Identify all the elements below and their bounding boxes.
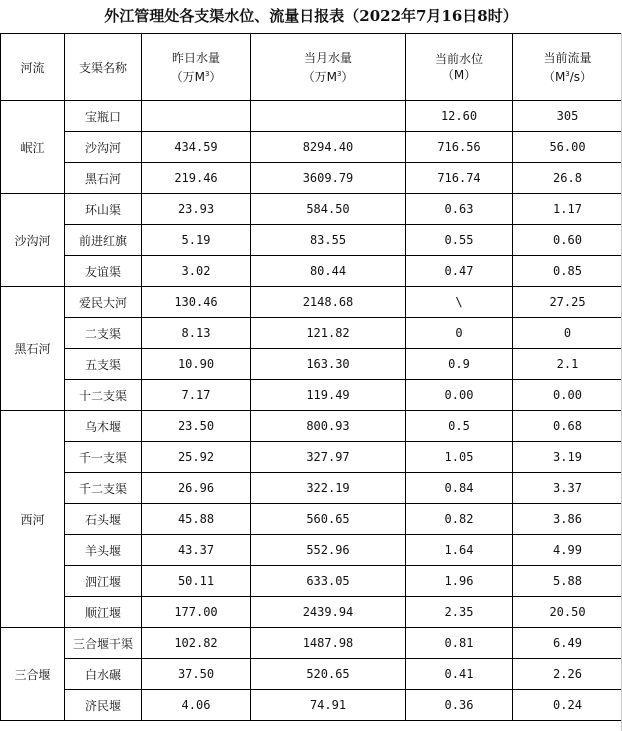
river-name-cell: 黑石河 <box>1 287 65 411</box>
river-name-cell: 西河 <box>1 411 65 628</box>
level-cell: 0.41 <box>406 659 513 690</box>
flow-cell: 0.24 <box>513 690 622 721</box>
month-cell: 8294.40 <box>251 132 406 163</box>
flow-cell: 2.26 <box>513 659 622 690</box>
canal-name-cell: 爱民大河 <box>65 287 142 318</box>
month-cell: 121.82 <box>251 318 406 349</box>
yesterday-cell <box>142 101 251 132</box>
table-row <box>1 473 622 504</box>
month-cell: 1487.98 <box>251 628 406 659</box>
canal-name-cell: 白水碾 <box>65 659 142 690</box>
table-row <box>1 504 622 535</box>
level-cell: 0.81 <box>406 628 513 659</box>
yesterday-cell: 4.06 <box>142 690 251 721</box>
yesterday-cell: 37.50 <box>142 659 251 690</box>
month-cell: 322.19 <box>251 473 406 504</box>
flow-cell: 2.1 <box>513 349 622 380</box>
table-row <box>1 690 622 721</box>
canal-name-cell: 济民堰 <box>65 690 142 721</box>
level-cell: 716.56 <box>406 132 513 163</box>
month-cell: 80.44 <box>251 256 406 287</box>
table-row <box>1 442 622 473</box>
flow-cell: 20.50 <box>513 597 622 628</box>
month-cell: 560.65 <box>251 504 406 535</box>
table-row <box>1 287 622 318</box>
header-row <box>1 34 622 101</box>
level-cell: 1.64 <box>406 535 513 566</box>
header-yesterday: 昨日水量 （万$M^3$） <box>142 34 251 101</box>
flow-cell: 3.86 <box>513 504 622 535</box>
yesterday-cell: 3.02 <box>142 256 251 287</box>
month-cell: 3609.79 <box>251 163 406 194</box>
canal-name-cell: 十二支渠 <box>65 380 142 411</box>
table-row <box>1 380 622 411</box>
yesterday-cell: 8.13 <box>142 318 251 349</box>
flow-cell: 6.49 <box>513 628 622 659</box>
report-title: 外江管理处各支渠水位、流量日报表（2022年7月16日8时） <box>104 7 518 25</box>
month-cell: 552.96 <box>251 535 406 566</box>
flow-cell: 3.19 <box>513 442 622 473</box>
flow-cell: 0.85 <box>513 256 622 287</box>
level-cell: 0.47 <box>406 256 513 287</box>
canal-name-cell: 三合堰干渠 <box>65 628 142 659</box>
flow-cell: 0.68 <box>513 411 622 442</box>
yesterday-cell: 219.46 <box>142 163 251 194</box>
table-row <box>1 566 622 597</box>
level-cell: \ <box>406 287 513 318</box>
table-row <box>1 194 622 225</box>
flow-cell: 0.60 <box>513 225 622 256</box>
canal-name-cell: 千一支渠 <box>65 442 142 473</box>
yesterday-cell: 5.19 <box>142 225 251 256</box>
canal-name-cell: 泗江堰 <box>65 566 142 597</box>
month-cell: 520.65 <box>251 659 406 690</box>
month-cell: 327.97 <box>251 442 406 473</box>
yesterday-cell: 26.96 <box>142 473 251 504</box>
yesterday-cell: 434.59 <box>142 132 251 163</box>
table-row <box>1 225 622 256</box>
level-cell: 0.82 <box>406 504 513 535</box>
canal-name-cell: 友谊渠 <box>65 256 142 287</box>
table-row <box>1 535 622 566</box>
level-cell: 0.5 <box>406 411 513 442</box>
river-name-cell: 三合堰 <box>1 628 65 721</box>
canal-name-cell: 千二支渠 <box>65 473 142 504</box>
month-cell <box>251 101 406 132</box>
table-row <box>1 349 622 380</box>
yesterday-cell: 102.82 <box>142 628 251 659</box>
level-cell: 2.35 <box>406 597 513 628</box>
header-level: 当前水位 （M） <box>406 34 513 101</box>
yesterday-cell: 177.00 <box>142 597 251 628</box>
yesterday-cell: 50.11 <box>142 566 251 597</box>
yesterday-cell: 10.90 <box>142 349 251 380</box>
flow-cell: 4.99 <box>513 535 622 566</box>
month-cell: 119.49 <box>251 380 406 411</box>
month-cell: 633.05 <box>251 566 406 597</box>
flow-cell: 1.17 <box>513 194 622 225</box>
table-row <box>1 411 622 442</box>
canal-name-cell: 沙沟河 <box>65 132 142 163</box>
level-cell: 1.96 <box>406 566 513 597</box>
yesterday-cell: 130.46 <box>142 287 251 318</box>
yesterday-cell: 23.50 <box>142 411 251 442</box>
table-row <box>1 659 622 690</box>
level-cell: 0.36 <box>406 690 513 721</box>
report-table <box>0 33 622 721</box>
level-cell: 0.55 <box>406 225 513 256</box>
table-row <box>1 163 622 194</box>
yesterday-cell: 45.88 <box>142 504 251 535</box>
flow-cell: 56.00 <box>513 132 622 163</box>
flow-cell: 27.25 <box>513 287 622 318</box>
yesterday-cell: 43.37 <box>142 535 251 566</box>
canal-name-cell: 黑石河 <box>65 163 142 194</box>
header-month: 当月水量 （万$M^3$） <box>251 34 406 101</box>
table-row <box>1 101 622 132</box>
month-cell: 584.50 <box>251 194 406 225</box>
yesterday-cell: 7.17 <box>142 380 251 411</box>
month-cell: 800.93 <box>251 411 406 442</box>
month-cell: 2439.94 <box>251 597 406 628</box>
flow-cell: 0 <box>513 318 622 349</box>
level-cell: 12.60 <box>406 101 513 132</box>
header-river: 河流 <box>1 34 65 101</box>
month-cell: 163.30 <box>251 349 406 380</box>
level-cell: 0.9 <box>406 349 513 380</box>
table-row <box>1 132 622 163</box>
header-canal: 支渠名称 <box>65 34 142 101</box>
yesterday-cell: 25.92 <box>142 442 251 473</box>
level-cell: 0.63 <box>406 194 513 225</box>
flow-cell: 5.88 <box>513 566 622 597</box>
canal-name-cell: 顺江堰 <box>65 597 142 628</box>
canal-name-cell: 乌木堰 <box>65 411 142 442</box>
table-row <box>1 597 622 628</box>
river-name-cell: 岷江 <box>1 101 65 194</box>
level-cell: 0.84 <box>406 473 513 504</box>
flow-cell: 3.37 <box>513 473 622 504</box>
canal-name-cell: 石头堰 <box>65 504 142 535</box>
level-cell: 1.05 <box>406 442 513 473</box>
month-cell: 83.55 <box>251 225 406 256</box>
yesterday-cell: 23.93 <box>142 194 251 225</box>
flow-cell: 26.8 <box>513 163 622 194</box>
level-cell: 0 <box>406 318 513 349</box>
canal-name-cell: 前进红旗 <box>65 225 142 256</box>
flow-cell: 305 <box>513 101 622 132</box>
flow-cell: 0.00 <box>513 380 622 411</box>
table-row <box>1 628 622 659</box>
table-row <box>1 256 622 287</box>
level-cell: 0.00 <box>406 380 513 411</box>
table-row <box>1 318 622 349</box>
month-cell: 2148.68 <box>251 287 406 318</box>
canal-name-cell: 二支渠 <box>65 318 142 349</box>
canal-name-cell: 环山渠 <box>65 194 142 225</box>
canal-name-cell: 五支渠 <box>65 349 142 380</box>
month-cell: 74.91 <box>251 690 406 721</box>
canal-name-cell: 羊头堰 <box>65 535 142 566</box>
header-flow: 当前流量 $(M^3/s)$ <box>513 34 622 101</box>
river-name-cell: 沙沟河 <box>1 194 65 287</box>
level-cell: 716.74 <box>406 163 513 194</box>
canal-name-cell: 宝瓶口 <box>65 101 142 132</box>
